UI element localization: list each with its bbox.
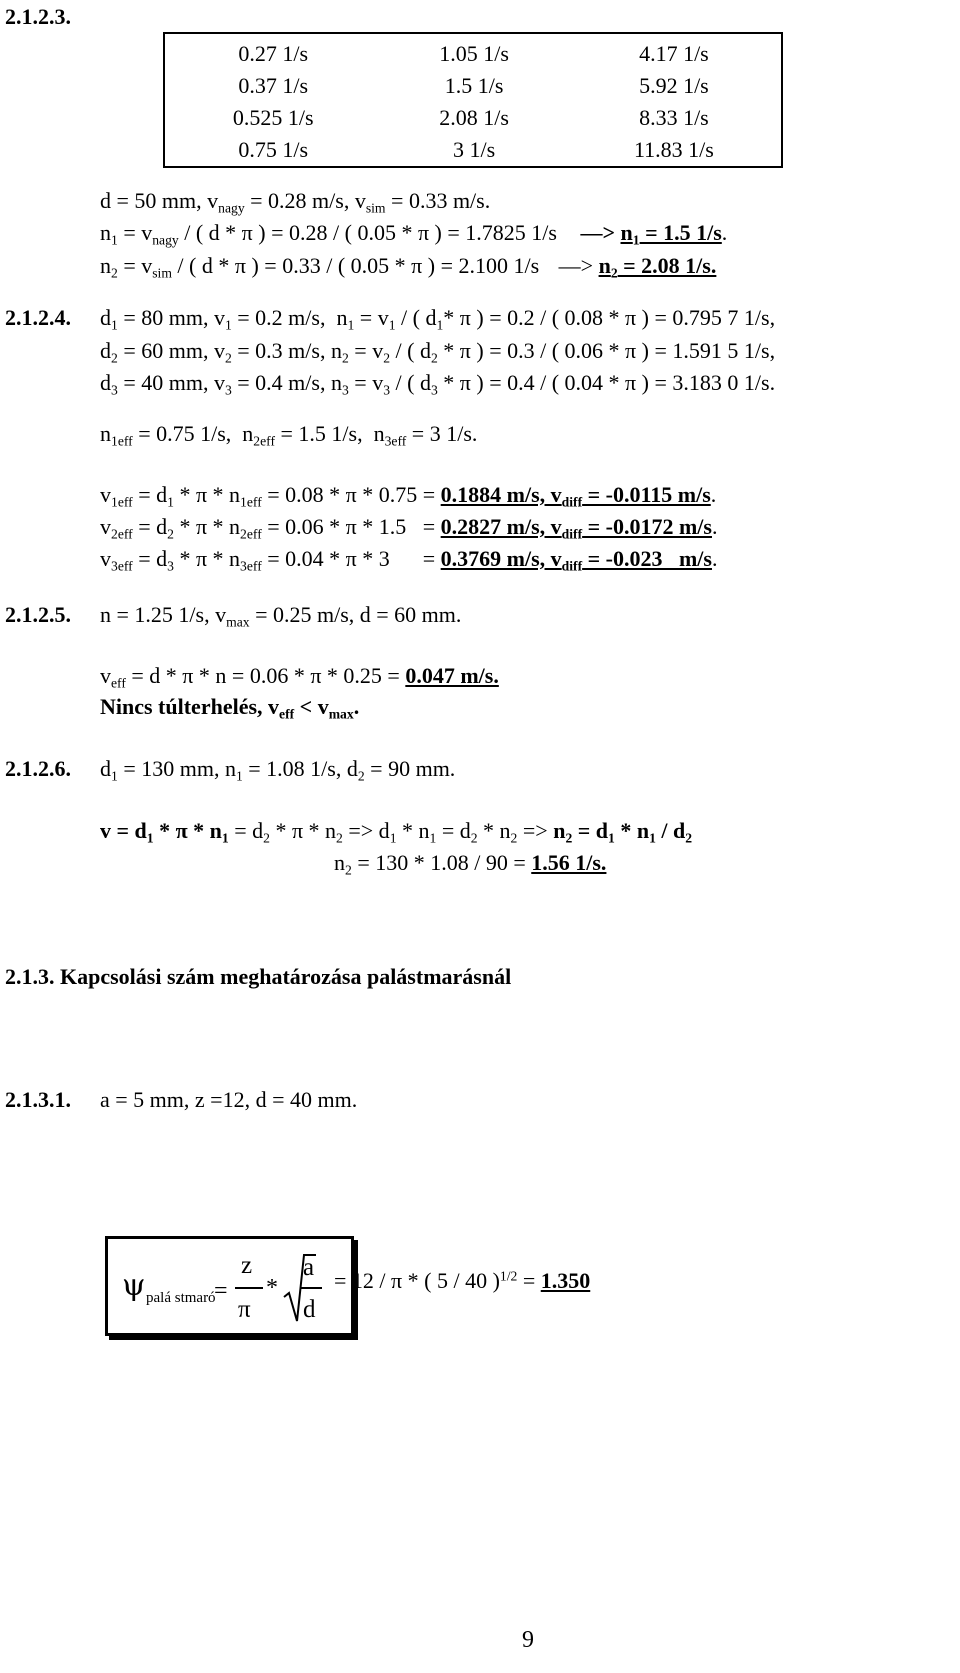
page-number: 9	[522, 1627, 534, 1653]
line-v1eff: $v_{1eff} = d_1 * \pi * n_{1eff} = 0.08 * \pi * 0.75 = 0.1884$ m/s, $v_{diff} = -0.0115$ m/s.	[100, 482, 717, 510]
section-heading-2126: 2.1.2.6.	[5, 756, 71, 781]
line-n-vmax-d: n = 1.25 1/s, $v_{max} = 0.25$ m/s, d = 60 mm.	[100, 602, 462, 630]
table-cell: 1.05 1/s	[439, 41, 509, 66]
line-veff-calc: $v_{eff} = d * \pi * n = 0.06 * \pi * 0.25 = 0.047$ m/s.	[100, 663, 499, 691]
line-no-overload: Nincs túlterhelés, $v_{eff} < v_{max}$.	[100, 694, 360, 722]
equals-sign: =	[214, 1278, 228, 1304]
table-cell: 2.08 1/s	[439, 105, 509, 130]
table-cell: 4.17 1/s	[639, 41, 709, 66]
sqrt-numerator-a: a	[303, 1254, 315, 1281]
sqrt-fraction-bar	[300, 1287, 322, 1289]
table-cell: 5.92 1/s	[639, 73, 709, 98]
table-cell: 1.5 1/s	[444, 73, 504, 98]
table-cell: 11.83 1/s	[633, 137, 714, 162]
fraction-pi: π	[238, 1296, 251, 1323]
table-cell: 3 1/s	[453, 137, 496, 162]
sqrt-denominator-d: d	[303, 1296, 316, 1323]
psi-subscript: palá stmaró	[146, 1290, 216, 1306]
line-v-equation: $v = d_1 * \pi * n_1 = d_2 * \pi * n_2 => d_1 * n_1 = d_2 * n_2 => n_2 = d_1 * n_1 / d_2$	[100, 818, 693, 846]
line-d1-n1-d2: $d_1 = 130$ mm, $n_1 = 1.08$ 1/s, $d_2 = 90$ mm.	[100, 756, 456, 784]
line-d-v-values: d = 50 mm, $v_{nagy} = 0.28$ m/s, $v_{sim} = 0.33$ m/s.	[100, 188, 491, 216]
table-row	[164, 70, 782, 102]
speed-table	[163, 32, 783, 168]
formula-box	[105, 1236, 354, 1336]
section-heading-2125: 2.1.2.5.	[5, 602, 71, 627]
line-d3-calc: $d_3 = 40$ mm, $v_3 = 0.4$ m/s, $n_3 = v_3$ / ( $d_3$ * π ) = 0.4 / ( 0.04 * π ) = 3.183 0 1/s.	[100, 370, 776, 398]
line-v2eff: $v_{2eff} = d_2 * \pi * n_{2eff} = 0.06 * \pi * 1.5 = 0.2827$ m/s, $v_{diff} = -0.0172$ m/s.	[100, 514, 718, 542]
section-heading-2123: 2.1.2.3.	[5, 4, 71, 29]
table-cell: 0.75 1/s	[238, 137, 309, 162]
line-neff-values: $n_{1eff} = 0.75$ 1/s, $n_{2eff} = 1.5$ 1/s, $n_{3eff} = 3$ 1/s.	[100, 421, 478, 449]
arrow-right: —>	[580, 220, 616, 245]
section-heading-213: 2.1.3. Kapcsolási szám meghatározása palástmarásnál	[5, 964, 512, 989]
multiply-sign: *	[266, 1275, 278, 1301]
line-a-z-d: a = 5 mm, z =12, d = 40 mm.	[100, 1087, 358, 1112]
table-row	[164, 102, 782, 134]
section-heading-2124: 2.1.2.4.	[5, 305, 71, 330]
line-v3eff: $v_{3eff} = d_3 * \pi * n_{3eff} = 0.04 * \pi * 3$ = 0.3769 m/s, $v_{diff} = -0.023$ m/s.	[100, 546, 718, 574]
line-d1-calc: $d_1 = 80$ mm, $v_1 = 0.2$ m/s, $n_1 = v_1$ / ( $d_1*$ π ) = 0.2 / ( 0.08 * π ) = 0.795 7 1/s,	[100, 305, 776, 333]
table-cell: 0.27 1/s	[238, 41, 309, 66]
line-psi-result: = 12 / π * ( 5 / 40 )$^{1/2}$ = 1.350	[334, 1268, 591, 1293]
line-n2-calc: $n_2 = v_{sim}$ / ( d * π ) = 0.33 / ( 0.05 * π ) = 2.100 1/s —> $n_2 = 2.08$ 1/s.	[100, 253, 717, 281]
fraction-z: z	[241, 1252, 253, 1279]
table-cell: 0.525 1/s	[232, 105, 314, 130]
line-n1-calc: $n_1 = v_{nagy}$ / ( d * π ) = 0.28 / ( 0.05 * π ) = 1.7825 1/s —> $n_1 = 1.5$ 1/s.	[100, 220, 728, 248]
line-d2-calc: $d_2 = 60$ mm, $v_2 = 0.3$ m/s, $n_2 = v_2$ / ( $d_2$ * π ) = 0.3 / ( 0.06 * π ) = 1.591 5 1/s,	[100, 338, 776, 366]
table-row	[164, 33, 782, 70]
line-n2-result: $n_2 = 130 * 1.08 / 90 = 1.56$ 1/s.	[334, 850, 607, 878]
psi-symbol: ψ	[122, 1268, 146, 1303]
n2-result: $n_2 = 2.08$ 1/s.	[598, 253, 717, 281]
section-heading-2131: 2.1.3.1.	[5, 1087, 71, 1112]
table-cell: 8.33 1/s	[639, 105, 709, 130]
fraction-bar	[235, 1287, 263, 1289]
table-cell: 0.37 1/s	[238, 73, 309, 98]
table-row	[164, 134, 782, 167]
arrow-right: —>	[558, 253, 594, 278]
n1-result: $n_1 = 1.5$ 1/s	[620, 220, 722, 248]
